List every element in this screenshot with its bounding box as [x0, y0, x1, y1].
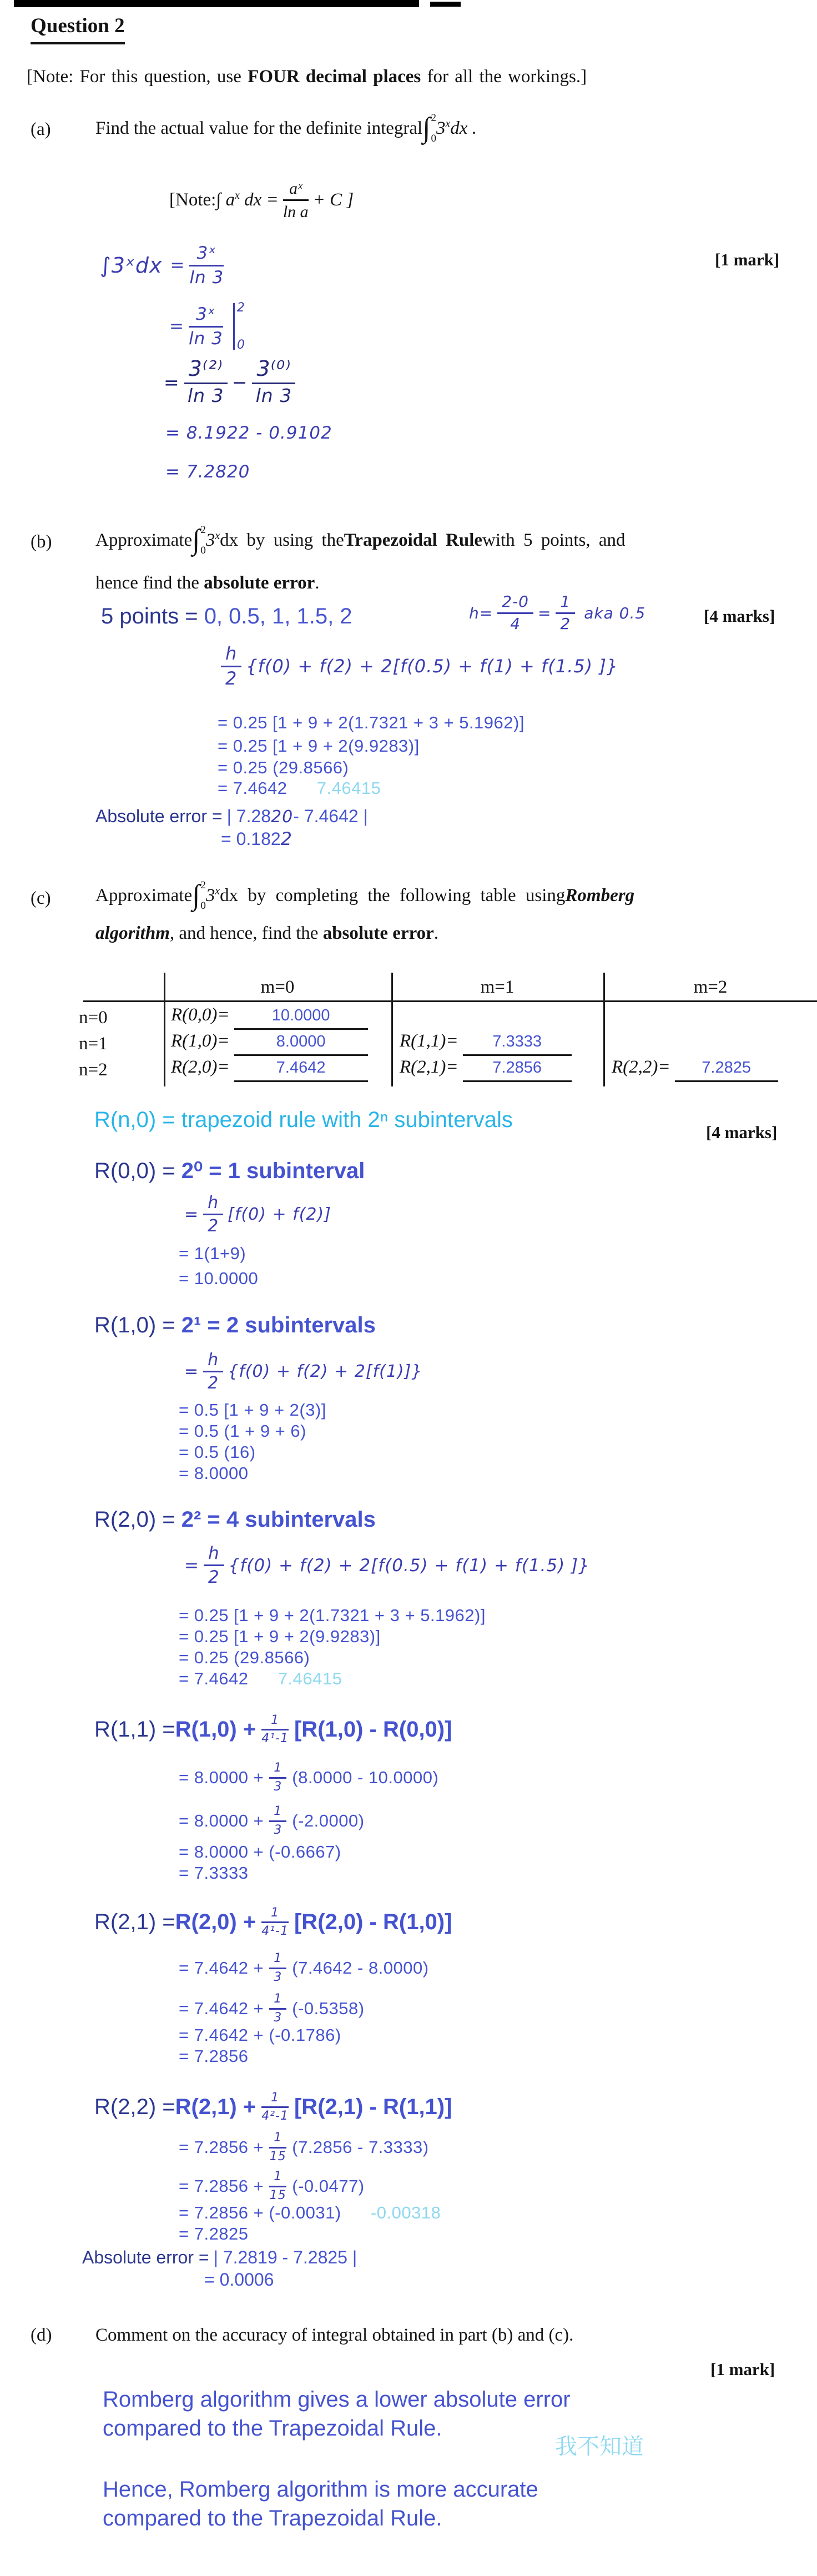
r20-work-line: = 0.25 [1 + 9 + 2(9.9283)] — [179, 1627, 381, 1646]
table-vline — [164, 973, 165, 1086]
table-cell — [171, 1057, 368, 1082]
r11-pre: R(1,0) + — [175, 1717, 256, 1742]
part-c-legend: R(n,0) = trapezoid rule with 2ⁿ subintervals — [94, 1108, 513, 1132]
part-c-q2-algorithm: algorithm — [95, 923, 170, 943]
evaluation-lower: 0 — [236, 338, 245, 352]
fraction-num: 1 — [269, 1952, 286, 1969]
part-b-absolute-error-result — [221, 828, 292, 849]
fraction-num: 3⁽⁰⁾ — [252, 358, 295, 384]
r21-step — [179, 1986, 365, 2031]
evaluation-upper: 2 — [236, 301, 245, 315]
fraction-den: 15 — [269, 2188, 286, 2202]
cell-name: R(2,0)= — [171, 1057, 230, 1077]
step-pre: = 8.0000 + — [179, 1811, 264, 1830]
r20-work-line: = 0.25 (29.8566) — [179, 1648, 310, 1667]
r11-heading — [94, 1703, 452, 1756]
cell-name: R(0,0)= — [171, 1005, 230, 1025]
part-a-work-line5: = 7.2820 — [165, 462, 250, 482]
r20-label: R(2,0) = — [94, 1507, 181, 1532]
table-row-label: n=0 — [79, 1008, 108, 1028]
r00-heading — [94, 1158, 365, 1184]
part-c-q2-post: . — [433, 923, 439, 943]
part-c-marks: [4 marks] — [706, 1123, 778, 1142]
cell-name: R(1,0)= — [171, 1031, 230, 1051]
abs-error-post: - 7.4642 | — [293, 806, 368, 826]
r11-label: R(1,1) = — [94, 1717, 175, 1742]
integral-sign: ∫ — [422, 112, 431, 144]
integral-upper-limit: 2 — [431, 112, 436, 124]
part-b-marks: [4 marks] — [704, 606, 775, 626]
hand-equals: = — [169, 316, 184, 336]
hand-fraction — [189, 244, 224, 286]
r00-hand-formula — [184, 1189, 331, 1239]
part-b-q1-post: with 5 points, and — [482, 530, 626, 550]
step-post: (7.4642 - 8.0000) — [292, 1958, 429, 1978]
step-pre: = 7.4642 + — [179, 1999, 264, 2018]
part-c-q2-bold: absolute error — [322, 923, 434, 943]
hand-integral: ∫3ˣdx — [100, 253, 163, 278]
step-pre: = 7.2856 + — [179, 2176, 264, 2196]
part-b-q1-bold: Trapezoidal Rule — [344, 530, 483, 550]
fraction-den: 2 — [208, 1216, 219, 1236]
hand-fraction — [261, 1906, 289, 1938]
fraction-den: 2 — [225, 667, 238, 689]
part-d-marks: [1 mark] — [710, 2359, 775, 2379]
r21-work-line: = 7.4642 + (-0.1786) — [179, 2025, 341, 2045]
hand-fraction — [269, 2170, 286, 2202]
part-c-question-line1 — [95, 876, 634, 915]
cell-value: 7.2825 — [702, 1059, 751, 1076]
step-pre: = 8.0000 + — [179, 1768, 264, 1787]
hand-fraction — [184, 358, 228, 406]
part-b-q2-post: . — [315, 573, 320, 593]
global-note-bold: FOUR decimal places — [248, 67, 421, 87]
evaluation-bar-limits — [235, 301, 245, 352]
r22-step — [179, 2164, 365, 2208]
r20-work-result — [179, 1669, 342, 1689]
hand-fraction — [261, 1714, 289, 1745]
fraction-den: 2 — [560, 615, 571, 633]
hand-fraction — [269, 2131, 286, 2163]
h-aka: aka 0.5 — [584, 604, 646, 622]
hand-minus: − — [231, 371, 248, 393]
fraction-num: 3ˣ — [189, 305, 223, 327]
integral-sign: ∫ — [192, 524, 200, 556]
integrand: 3$^x$ — [205, 530, 220, 550]
part-c-question-line2 — [95, 923, 438, 944]
part-b-trapezoid-formula — [216, 638, 618, 694]
part-a-work-line3 — [164, 349, 300, 415]
r21-step — [179, 1946, 429, 1990]
integral-limits — [200, 880, 206, 911]
hand-fraction — [269, 1762, 286, 1793]
abs-error-result: = 0.182 — [221, 829, 281, 849]
r22-work-line4: = 7.2825 — [179, 2224, 249, 2243]
fraction-den: 2 — [208, 1373, 219, 1393]
points-label: 5 points = — [101, 604, 204, 628]
integral-upper-limit: 2 — [200, 524, 206, 536]
fraction-den: ln 3 — [187, 385, 224, 407]
r10-work-line: = 0.5 [1 + 9 + 2(3)] — [179, 1400, 326, 1420]
part-d-label: (d) — [31, 2325, 52, 2345]
hand-fraction — [221, 644, 241, 688]
hand-equals: = — [170, 255, 185, 275]
table-vline — [603, 973, 605, 1086]
note-open: [Note: — [169, 189, 216, 210]
r10-body: 2¹ = 2 subintervals — [181, 1313, 376, 1337]
fraction-num: h — [203, 1194, 223, 1215]
part-b-work-line: = 0.25 [1 + 9 + 2(1.7321 + 3 + 5.1962)] — [218, 713, 525, 732]
hand-fraction — [252, 358, 295, 406]
part-b-q2-pre: hence find the — [95, 573, 204, 593]
step-pre: = 7.2856 + — [179, 2137, 264, 2157]
r00-label: R(0,0) = — [94, 1159, 181, 1183]
hand-equals: = — [184, 1204, 199, 1224]
fraction-num: 1 — [261, 1906, 289, 1923]
r11-post: [R(1,0) - R(0,0)] — [294, 1717, 452, 1742]
fraction-num: 1 — [269, 1762, 286, 1778]
formula-body: {f(0) + f(2) + 2[f(0.5) + f(1) + f(1.5) ]} — [246, 656, 619, 677]
part-a-work-line2 — [169, 299, 245, 354]
fraction-den: 3 — [274, 1823, 283, 1837]
table-row-label: n=1 — [79, 1034, 108, 1054]
r21-label: R(2,1) = — [94, 1910, 175, 1934]
part-a-question-text: Find the actual value for the definite integral — [95, 118, 423, 138]
step-post: (7.2856 - 7.3333) — [292, 2137, 429, 2157]
r20-heading — [94, 1506, 376, 1532]
hand-fraction — [269, 1993, 286, 2024]
hand-fraction — [203, 1194, 223, 1235]
hand-fraction — [556, 593, 575, 633]
r22-pre: R(2,1) + — [175, 2095, 256, 2119]
integral-lower-limit: 0 — [431, 133, 436, 144]
fraction-den: 3 — [274, 1970, 283, 1984]
part-c-q1-romberg: Romberg — [565, 885, 635, 905]
hand-equals: = — [184, 1555, 199, 1576]
fraction-num: 1 — [269, 2170, 286, 2187]
r21-pre: R(2,0) + — [175, 1910, 256, 1934]
r11-step — [179, 1799, 365, 1843]
integrand: 3$^x$ — [205, 885, 220, 905]
fraction-num: 1 — [269, 1805, 286, 1822]
result-alt-value: -0.00318 — [370, 2203, 441, 2222]
step-post: (-0.0477) — [292, 2176, 365, 2196]
fraction-num: 1 — [269, 1993, 286, 2009]
part-c-label: (c) — [31, 888, 51, 908]
part-d-answer1-line2: compared to the Trapezoidal Rule. — [103, 2416, 442, 2441]
cell-value: 7.4642 — [276, 1059, 326, 1076]
integral-lower-limit: 0 — [200, 900, 206, 912]
part-d-answer2-line2: compared to the Trapezoidal Rule. — [103, 2506, 442, 2530]
fraction-num: 1 — [269, 2131, 286, 2148]
part-b-work-line: = 0.25 [1 + 9 + 2(9.9283)] — [218, 736, 420, 756]
fraction-num: h — [221, 644, 241, 667]
part-d-question: Comment on the accuracy of integral obtained in part (b) and (c). — [95, 2325, 574, 2345]
global-note — [27, 67, 587, 87]
r22-step — [179, 2125, 429, 2170]
fraction-den: ln 3 — [255, 385, 292, 407]
part-a-question — [95, 109, 477, 148]
fraction-den: 3 — [274, 2010, 283, 2025]
h-label: h= — [469, 604, 493, 622]
fraction-den: 15 — [269, 2149, 286, 2164]
r22-work-line3 — [179, 2203, 441, 2223]
r22-label: R(2,2) = — [94, 2095, 175, 2119]
part-b-h-calculation — [469, 590, 645, 637]
r22-post: [R(2,1) - R(1,1)] — [294, 2095, 452, 2119]
fraction-num: 1 — [556, 593, 575, 614]
part-c-absolute-error — [82, 2247, 357, 2268]
r20-work-line: = 0.25 [1 + 9 + 2(1.7321 + 3 + 5.1962)] — [179, 1606, 486, 1625]
integral-limits — [430, 113, 436, 144]
formula-body: [f(0) + f(2)] — [228, 1204, 331, 1224]
table-cell — [612, 1057, 778, 1082]
part-c-absolute-error-result: = 0.0006 — [204, 2270, 274, 2290]
abs-error-label: Absolute error = — [95, 806, 223, 826]
r10-hand-formula — [184, 1346, 422, 1396]
fraction-num: 3ˣ — [189, 244, 224, 266]
part-c-q1-mid: dx by completing the following table using — [220, 885, 566, 905]
page-title: Question 2 — [31, 14, 125, 44]
integrand: 3$^x$ — [436, 118, 451, 138]
fraction-num: h — [203, 1351, 223, 1372]
fraction-num: 2-0 — [497, 593, 533, 614]
table-header-line — [83, 1000, 817, 1002]
fraction-den: 3 — [274, 1779, 283, 1794]
part-b-q1-mid: dx by using the — [220, 530, 344, 550]
abs-error-result-handwritten: 2 — [280, 828, 293, 849]
integral-sign: ∫ — [192, 879, 200, 911]
fraction-den: ln 3 — [188, 328, 223, 349]
note-lhs: ∫ $a^x$ dx = — [216, 189, 279, 210]
global-note-post: for all the workings.] — [421, 67, 587, 87]
scan-artifact — [14, 0, 419, 7]
cell-name: R(2,1)= — [400, 1057, 458, 1077]
result-value: = 7.4642 — [218, 778, 288, 798]
formula-body: {f(0) + f(2) + 2[f(1)]} — [228, 1361, 423, 1381]
hand-equals: = — [537, 604, 552, 622]
hand-equals: = — [184, 1361, 199, 1381]
result-alt-value: 7.46415 — [278, 1669, 342, 1688]
note-fraction-den: ln a — [283, 202, 309, 221]
table-cell — [171, 1005, 368, 1030]
part-a-label: (a) — [31, 119, 51, 139]
part-d-answer1-line1: Romberg algorithm gives a lower absolute error — [103, 2387, 571, 2412]
part-b-absolute-error — [95, 806, 368, 827]
part-b-label: (b) — [31, 532, 52, 552]
part-a-question-end: dx . — [450, 118, 477, 138]
step-pre: = 7.4642 + — [179, 1958, 264, 1978]
r10-work-line: = 8.0000 — [179, 1463, 249, 1483]
part-a-work-line1 — [100, 238, 228, 293]
romberg-table — [44, 973, 817, 1086]
hand-fraction — [189, 305, 223, 348]
fraction-den: 4 — [510, 615, 521, 633]
cell-value: 8.0000 — [276, 1033, 326, 1050]
part-a-formula-note — [169, 172, 354, 228]
fraction-num: 3⁽²⁾ — [184, 358, 228, 384]
part-d-annotation: 我不知道 — [555, 2434, 644, 2459]
hand-fraction — [203, 1351, 223, 1392]
r00-work-line: = 10.0000 — [179, 1269, 259, 1288]
integral-symbol — [422, 113, 436, 144]
abs-error-label: Absolute error = — [82, 2247, 209, 2267]
hand-fraction — [204, 1544, 224, 1587]
fraction-num: h — [204, 1544, 224, 1566]
table-header-m1: m=1 — [480, 977, 515, 997]
cell-value: 7.3333 — [492, 1033, 542, 1050]
integral-symbol — [192, 880, 206, 911]
table-header-m2: m=2 — [693, 977, 728, 997]
fraction-num: 1 — [261, 2091, 289, 2108]
part-a-marks: [1 mark] — [715, 250, 780, 269]
abs-error-expr: | 7.2819 - 7.2825 | — [213, 2247, 357, 2267]
step-post: (8.0000 - 10.0000) — [292, 1768, 439, 1787]
r21-post: [R(2,0) - R(1,0)] — [294, 1910, 452, 1934]
part-b-work-line: = 0.25 (29.8566) — [218, 758, 349, 777]
table-cell — [171, 1031, 368, 1056]
step-post: (-2.0000) — [292, 1811, 365, 1830]
result-alt-value: 7.46415 — [316, 778, 381, 798]
table-row-label: n=2 — [79, 1060, 108, 1080]
r11-work-line: = 7.3333 — [179, 1863, 249, 1883]
part-b-question-line1 — [95, 521, 626, 560]
hand-equals: = — [164, 371, 180, 393]
table-vline — [391, 973, 393, 1086]
fraction-den: 2 — [208, 1567, 220, 1587]
part-b-q1-pre: Approximate — [95, 530, 193, 550]
part-c-q2-mid: , and hence, find the — [169, 923, 323, 943]
integral-symbol — [192, 525, 206, 556]
r00-work-line: = 1(1+9) — [179, 1244, 246, 1263]
note-fraction — [283, 179, 309, 221]
abs-error-pre: | 7.28 — [226, 806, 271, 826]
global-note-pre: [Note: For this question, use — [27, 67, 248, 87]
scan-artifact — [430, 2, 461, 7]
fraction-num: 1 — [261, 1714, 289, 1730]
note-tail: + C ] — [312, 189, 354, 210]
points-values: 0, 0.5, 1, 1.5, 2 — [204, 604, 352, 628]
hand-fraction — [269, 1952, 286, 1984]
fraction-den: 4²-1 — [261, 2109, 289, 2123]
part-c-q1-pre: Approximate — [95, 885, 193, 905]
part-b-points — [101, 603, 352, 629]
abs-error-handwritten: 20 — [271, 807, 294, 827]
evaluation-bar — [233, 301, 245, 352]
r10-work-line: = 0.5 (1 + 9 + 6) — [179, 1421, 306, 1441]
step-post: (-0.5358) — [292, 1999, 365, 2018]
note-fraction-num: aˣ — [283, 179, 309, 201]
part-d-answer2-line1: Hence, Romberg algorithm is more accurate — [103, 2477, 538, 2502]
r20-hand-formula — [184, 1539, 590, 1592]
r21-work-line: = 7.2856 — [179, 2046, 249, 2066]
r11-work-line: = 8.0000 + (-0.6667) — [179, 1842, 341, 1861]
formula-body: {f(0) + f(2) + 2[f(0.5) + f(1) + f(1.5) ]} — [228, 1555, 590, 1576]
result-value: = 7.4642 — [179, 1669, 249, 1688]
part-b-q2-bold: absolute error — [204, 573, 315, 593]
cell-name: R(2,2)= — [612, 1057, 670, 1077]
hand-fraction — [261, 2091, 289, 2123]
hand-fraction — [497, 593, 533, 633]
part-b-question-line2 — [95, 573, 320, 593]
table-header-m0: m=0 — [260, 977, 295, 997]
r10-heading — [94, 1312, 376, 1338]
integral-limits — [200, 525, 206, 556]
r10-work-line: = 0.5 (16) — [179, 1442, 256, 1462]
cell-value: 10.0000 — [271, 1007, 330, 1024]
table-cell — [400, 1057, 572, 1082]
r20-body: 2² = 4 subintervals — [181, 1507, 376, 1532]
cell-value: 7.2856 — [492, 1059, 542, 1076]
r10-label: R(1,0) = — [94, 1313, 181, 1337]
result-value: = 7.2856 + (-0.0031) — [179, 2203, 341, 2222]
hand-fraction — [269, 1805, 286, 1837]
integral-upper-limit: 2 — [200, 879, 206, 891]
part-b-work-result — [218, 778, 381, 798]
fraction-den: ln 3 — [189, 267, 224, 288]
cell-name: R(1,1)= — [400, 1031, 458, 1051]
r21-heading — [94, 1896, 452, 1949]
fraction-den: 4¹-1 — [261, 1924, 289, 1938]
fraction-den: 4¹-1 — [261, 1732, 289, 1745]
table-cell — [400, 1031, 572, 1056]
integral-lower-limit: 0 — [200, 545, 206, 556]
r11-step — [179, 1755, 438, 1800]
part-a-work-line4: = 8.1922 - 0.9102 — [165, 423, 332, 443]
r00-body: 2⁰ = 1 subinterval — [181, 1159, 365, 1183]
